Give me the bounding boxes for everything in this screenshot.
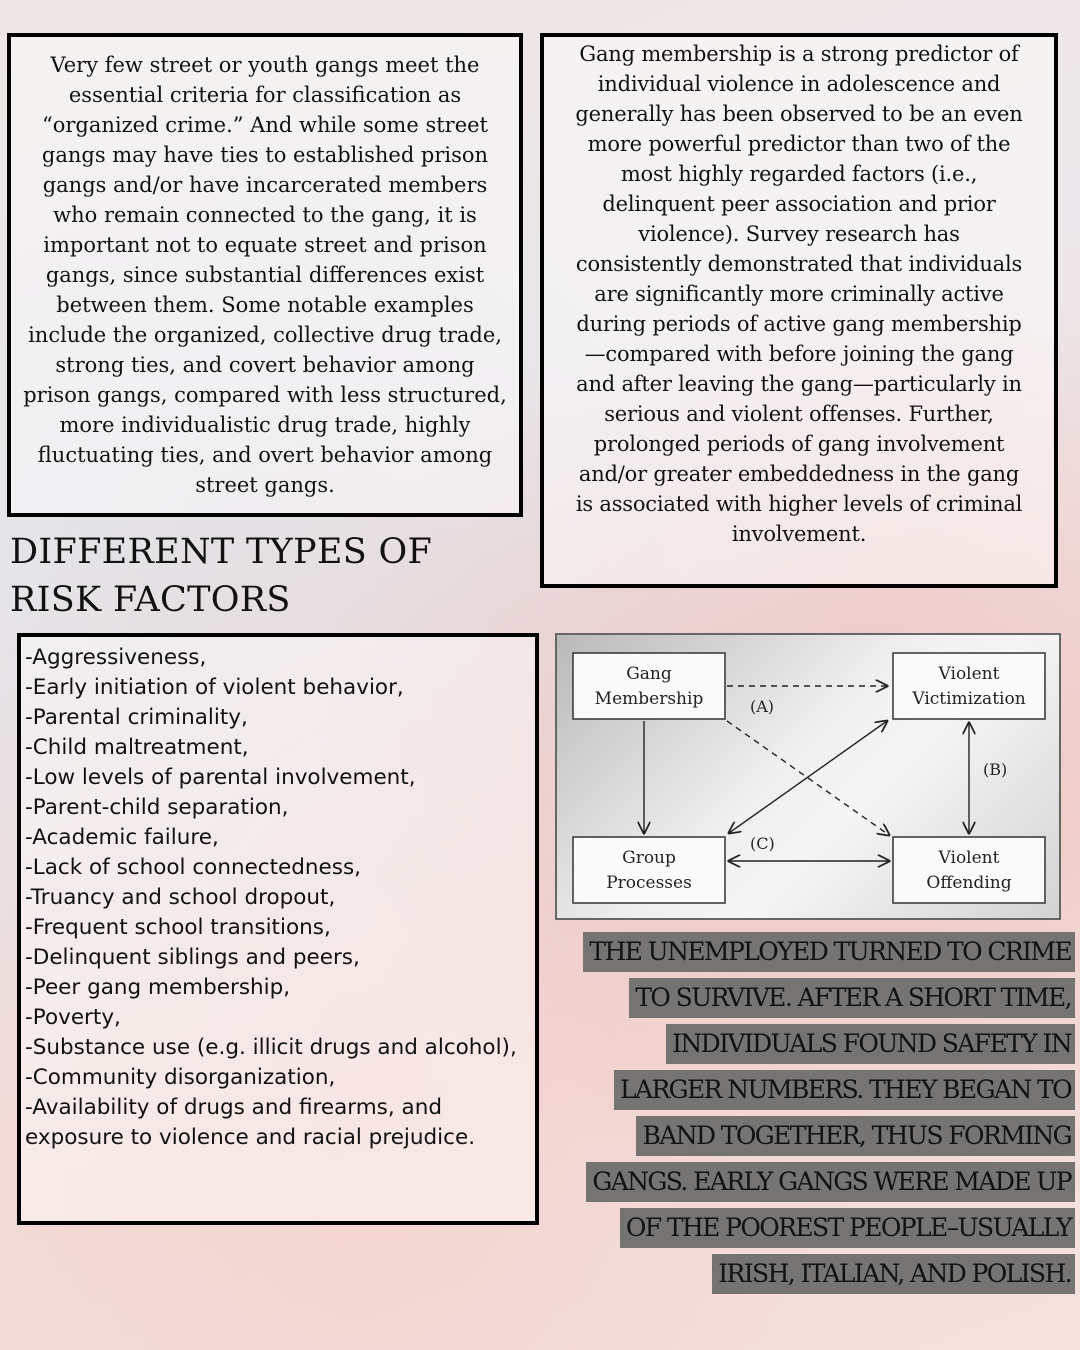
street-vs-prison-gangs-box xyxy=(7,33,523,517)
node-violent-offending-line2: Offending xyxy=(926,873,1012,893)
section-heading-line1: DIFFERENT TYPES OF xyxy=(10,532,433,572)
node-gang-membership-line2: Membership xyxy=(594,689,704,709)
history-line: OF THE POOREST PEOPLE–USUALLY xyxy=(620,1208,1075,1248)
node-group-processes-line1: Group xyxy=(622,848,676,868)
history-line: INDIVIDUALS FOUND SAFETY IN xyxy=(666,1024,1075,1064)
list-item: -Early initiation of violent behavior, xyxy=(25,675,404,700)
history-line: TO SURVIVE. AFTER A SHORT TIME, xyxy=(629,978,1075,1018)
edge-label-a: (A) xyxy=(750,697,775,716)
list-item: -Peer gang membership, xyxy=(25,975,291,1000)
list-item: -Frequent school transitions, xyxy=(25,915,331,940)
node-violent-victimization-line1: Violent xyxy=(938,664,1000,684)
street-vs-prison-gangs-text: Very few street or youth gangs meet the essential criteria for classification as “organized crime.” And while some street gangs may have ties to established prison gangs and/or have incarcerated members who remain connected to the gang, it is important not to equate street and prison gangs, since substantial differences exist between them. Some notable examples include the organized, collective drug trade, strong ties, and covert behavior among prison gangs, compared with less structured, more individualistic drug trade, highly fluctuating ties, and overt behavior among street gangs. xyxy=(23,53,507,497)
list-item: -Substance use (e.g. illicit drugs and alcohol), xyxy=(25,1035,517,1060)
node-gang-membership xyxy=(573,653,725,719)
history-line: BAND TOGETHER, THUS FORMING xyxy=(636,1116,1075,1156)
gang-membership-predictor-text: Gang membership is a strong predictor of individual violence in adolescence and generally has been observed to be an even more powerful predictor than two of the most highly regarded factors (i.e., delinquent peer association and prior violence). Survey research has consistently demonstrated that individuals are significantly more criminally active during periods of active gang membership—compared with before joining the gang and after leaving the gang—particularly in serious and violent offenses. Further, prolonged periods of gang involvement and/or greater embeddedness in the gang is associated with higher levels of criminal involvement. xyxy=(575,42,1023,546)
list-item: -Academic failure, xyxy=(25,825,219,850)
node-violent-offending xyxy=(893,837,1045,903)
list-item: -Lack of school connectedness, xyxy=(25,855,362,880)
list-item: -Parental criminality, xyxy=(25,705,248,730)
gang-membership-predictor-box xyxy=(540,33,1058,588)
risk-factors-list xyxy=(25,643,527,1153)
node-violent-victimization xyxy=(893,653,1045,719)
section-heading-line2: RISK FACTORS xyxy=(10,580,291,620)
list-item: -Parent-child separation, xyxy=(25,795,289,820)
diagram-canvas xyxy=(557,635,1063,922)
list-item: -Aggressiveness, xyxy=(25,645,207,670)
gang-violence-diagram xyxy=(555,633,1061,920)
list-item: -Poverty, xyxy=(25,1005,121,1030)
list-item: -Child maltreatment, xyxy=(25,735,249,760)
risk-factors-box xyxy=(17,633,539,1225)
gang-history-text xyxy=(575,932,1075,1300)
edge-label-c: (C) xyxy=(750,834,775,853)
list-item: -Truancy and school dropout, xyxy=(25,885,336,910)
node-group-processes xyxy=(573,837,725,903)
list-item: -Availability of drugs and firearms, and exposure to violence and racial prejudice. xyxy=(25,1095,476,1150)
list-item: -Low levels of parental involvement, xyxy=(25,765,416,790)
section-heading xyxy=(10,528,510,624)
history-line: THE UNEMPLOYED TURNED TO CRIME xyxy=(583,932,1075,972)
node-violent-offending-line1: Violent xyxy=(938,848,1000,868)
list-item: -Community disorganization, xyxy=(25,1065,336,1090)
list-item: -Delinquent siblings and peers, xyxy=(25,945,360,970)
history-line: GANGS. EARLY GANGS WERE MADE UP xyxy=(586,1162,1075,1202)
node-group-processes-line2: Processes xyxy=(606,873,692,893)
history-line: LARGER NUMBERS. THEY BEGAN TO xyxy=(614,1070,1075,1110)
edge-label-b: (B) xyxy=(983,760,1008,779)
node-gang-membership-line1: Gang xyxy=(626,664,672,684)
node-violent-victimization-line2: Victimization xyxy=(912,689,1026,709)
history-line: IRISH, ITALIAN, AND POLISH. xyxy=(712,1254,1075,1294)
